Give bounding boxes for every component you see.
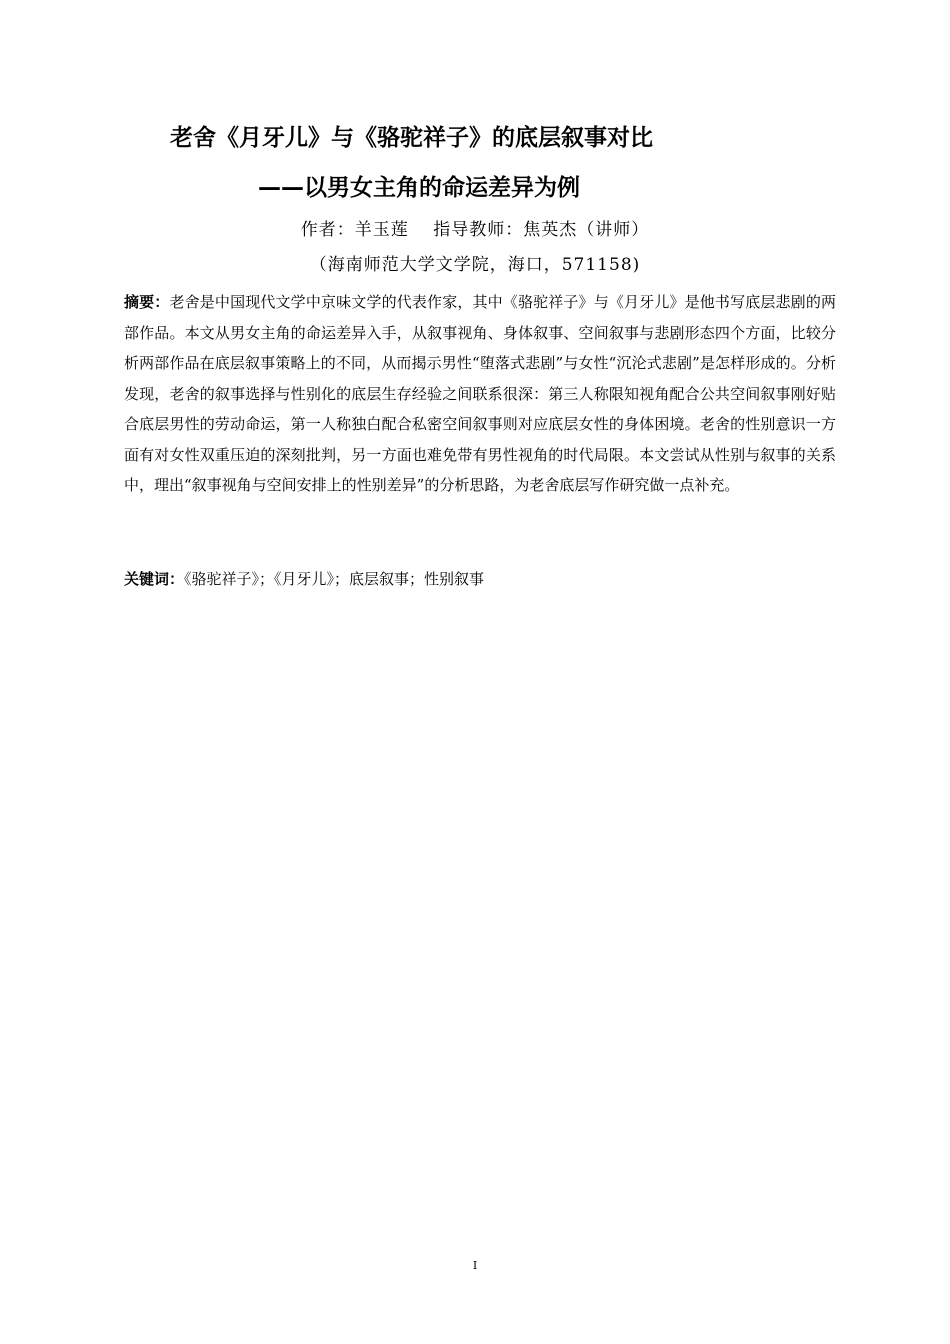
abstract-label: 摘要： — [124, 293, 170, 311]
author-line: 作者：羊玉莲 指导教师：焦英杰（讲师） — [300, 220, 650, 240]
paper-subtitle: ——以男女主角的命运差异为例 — [258, 175, 580, 201]
keywords-label: 关键词： — [124, 570, 185, 588]
abstract-text: 老舍是中国现代文学中京味文学的代表作家，其中《骆驼祥子》与《月牙儿》是他书写底层悲剧的两部作品。本文从男女主角的命运差异入手，从叙事视角、身体叙事、空间叙事与悲剧形态四个方面，比较分析两部作品在底层叙事策略上的不同，从而揭示男性“堕落式悲剧”与女性“沉沦式悲剧”是怎样形成的。分析发现，老舍的叙事选择与性别化的底层生存经验之间联系很深：第三人称限知视角配合公共空间叙事刚好贴合底层男性的劳动命运，第一人称独白配合私密空间叙事则对应底层女性的身体困境。老舍的性别意识一方面有对女性双重压迫的深刻批判，另一方面也难免带有男性视角的时代局限。本文尝试从性别与叙事的关系中，理出“叙事视角与空间安排上的性别差异”的分析思路，为老舍底层写作研究做一点补充。 — [124, 293, 836, 494]
abstract-paragraph — [124, 287, 836, 501]
affiliation-line: （海南师范大学文学院，海口，571158) — [309, 255, 641, 275]
keywords-text: 《骆驼祥子》；《月牙儿》；底层叙事；性别叙事 — [184, 570, 485, 588]
page-number: I — [472, 1259, 478, 1272]
paper-title: 老舍《月牙儿》与《骆驼祥子》的底层叙事对比 — [170, 125, 653, 151]
keywords-line — [124, 565, 836, 593]
